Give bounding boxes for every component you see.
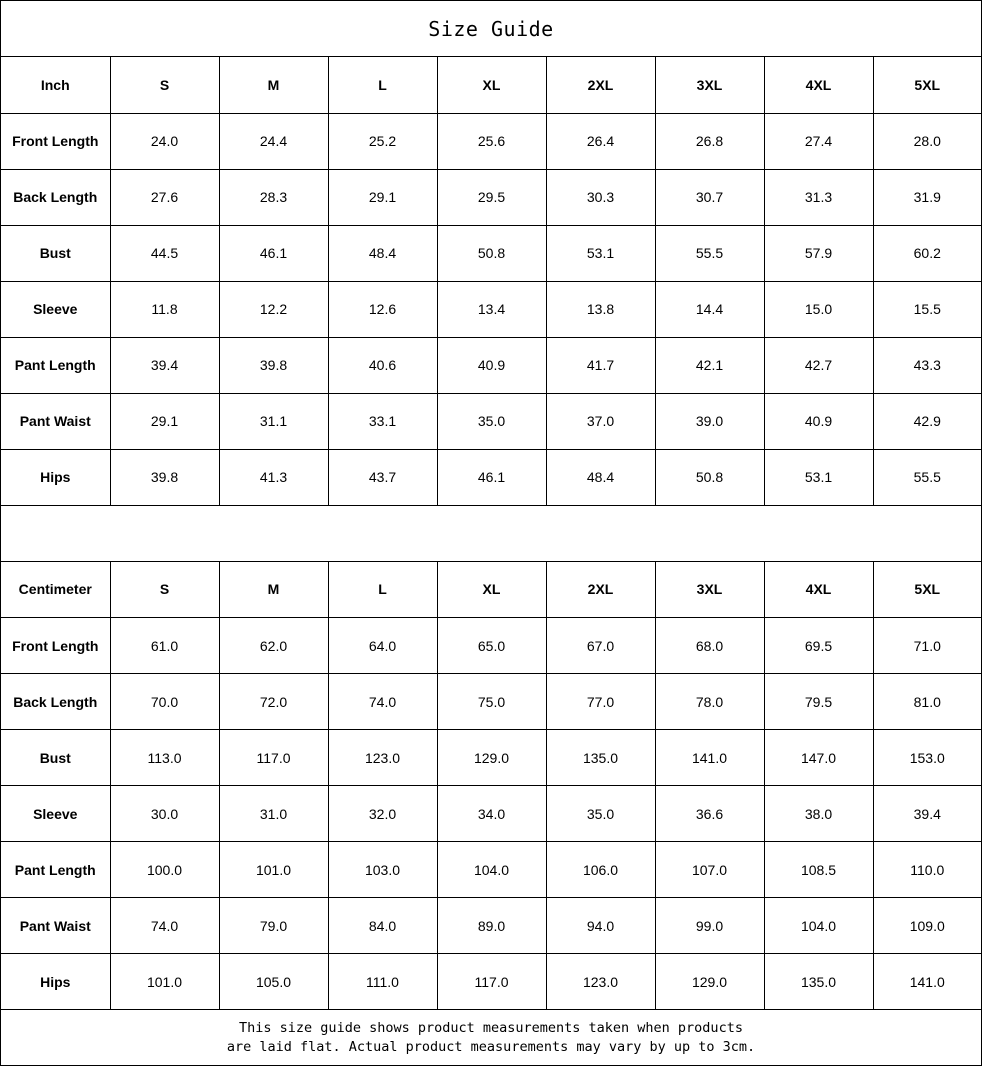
table-row [1, 393, 981, 449]
measurement-value: 111.0 [328, 954, 437, 1010]
measurement-value: 46.1 [437, 449, 546, 505]
measurement-label: Hips [1, 954, 110, 1010]
measurement-value: 41.7 [546, 337, 655, 393]
measurement-value: 12.6 [328, 281, 437, 337]
measurement-value: 50.8 [437, 225, 546, 281]
measurement-value: 28.3 [219, 169, 328, 225]
measurement-value: 27.4 [764, 113, 873, 169]
measurement-value: 69.5 [764, 618, 873, 674]
measurement-value: 46.1 [219, 225, 328, 281]
measurement-value: 117.0 [219, 730, 328, 786]
measurement-value: 99.0 [655, 898, 764, 954]
measurement-value: 70.0 [110, 674, 219, 730]
measurement-value: 57.9 [764, 225, 873, 281]
measurement-value: 101.0 [219, 842, 328, 898]
table-row [1, 618, 981, 674]
measurement-value: 42.1 [655, 337, 764, 393]
measurement-value: 30.3 [546, 169, 655, 225]
measurement-value: 42.7 [764, 337, 873, 393]
measurement-value: 14.4 [655, 281, 764, 337]
measurement-value: 109.0 [873, 898, 981, 954]
size-guide-title: Size Guide [1, 1, 981, 57]
measurement-value: 105.0 [219, 954, 328, 1010]
measurement-value: 75.0 [437, 674, 546, 730]
measurement-value: 39.8 [219, 337, 328, 393]
measurement-value: 113.0 [110, 730, 219, 786]
measurement-value: 13.4 [437, 281, 546, 337]
table-row [1, 225, 981, 281]
measurement-value: 36.6 [655, 786, 764, 842]
measurement-value: 48.4 [328, 225, 437, 281]
measurement-label: Pant Length [1, 337, 110, 393]
table-row [1, 281, 981, 337]
size-header: 3XL [655, 562, 764, 618]
measurement-label: Pant Waist [1, 898, 110, 954]
measurement-label: Bust [1, 225, 110, 281]
measurement-value: 107.0 [655, 842, 764, 898]
size-header: 5XL [873, 57, 981, 113]
measurement-value: 29.1 [110, 393, 219, 449]
measurement-value: 94.0 [546, 898, 655, 954]
table-row [1, 337, 981, 393]
measurement-value: 40.9 [437, 337, 546, 393]
table-row [1, 954, 981, 1010]
measurement-value: 31.3 [764, 169, 873, 225]
measurement-value: 65.0 [437, 618, 546, 674]
measurement-value: 39.0 [655, 393, 764, 449]
table-row [1, 113, 981, 169]
measurement-value: 55.5 [655, 225, 764, 281]
size-header: M [219, 57, 328, 113]
measurement-value: 61.0 [110, 618, 219, 674]
size-header: S [110, 562, 219, 618]
table-row [1, 786, 981, 842]
measurement-value: 31.1 [219, 393, 328, 449]
measurement-value: 30.7 [655, 169, 764, 225]
measurement-value: 147.0 [764, 730, 873, 786]
measurement-value: 141.0 [655, 730, 764, 786]
measurement-value: 12.2 [219, 281, 328, 337]
measurement-value: 50.8 [655, 449, 764, 505]
measurement-value: 77.0 [546, 674, 655, 730]
size-header: 5XL [873, 562, 981, 618]
measurement-value: 123.0 [328, 730, 437, 786]
measurement-value: 42.9 [873, 393, 981, 449]
measurement-value: 110.0 [873, 842, 981, 898]
inch-size-table [1, 57, 981, 506]
measurement-value: 72.0 [219, 674, 328, 730]
measurement-value: 32.0 [328, 786, 437, 842]
measurement-value: 15.5 [873, 281, 981, 337]
measurement-value: 135.0 [764, 954, 873, 1010]
measurement-value: 55.5 [873, 449, 981, 505]
size-header: 2XL [546, 562, 655, 618]
measurement-value: 43.7 [328, 449, 437, 505]
measurement-value: 74.0 [328, 674, 437, 730]
table-spacer [1, 506, 981, 562]
measurement-label: Hips [1, 449, 110, 505]
header-row [1, 562, 981, 618]
measurement-label: Sleeve [1, 786, 110, 842]
header-row [1, 57, 981, 113]
measurement-label: Back Length [1, 169, 110, 225]
measurement-value: 153.0 [873, 730, 981, 786]
size-header: L [328, 562, 437, 618]
measurement-value: 100.0 [110, 842, 219, 898]
measurement-value: 38.0 [764, 786, 873, 842]
measurement-value: 30.0 [110, 786, 219, 842]
measurement-value: 29.1 [328, 169, 437, 225]
measurement-value: 53.1 [764, 449, 873, 505]
unit-label: Inch [1, 57, 110, 113]
footnote-line-1: This size guide shows product measurements taken when products [239, 1020, 743, 1036]
size-header: S [110, 57, 219, 113]
measurement-value: 67.0 [546, 618, 655, 674]
size-header: L [328, 57, 437, 113]
measurement-value: 62.0 [219, 618, 328, 674]
measurement-value: 81.0 [873, 674, 981, 730]
measurement-value: 35.0 [437, 393, 546, 449]
measurement-value: 24.0 [110, 113, 219, 169]
measurement-value: 29.5 [437, 169, 546, 225]
size-header: M [219, 562, 328, 618]
measurement-value: 40.9 [764, 393, 873, 449]
size-header: 3XL [655, 57, 764, 113]
measurement-value: 79.0 [219, 898, 328, 954]
measurement-value: 60.2 [873, 225, 981, 281]
measurement-value: 79.5 [764, 674, 873, 730]
measurement-value: 37.0 [546, 393, 655, 449]
measurement-value: 44.5 [110, 225, 219, 281]
table-row [1, 898, 981, 954]
measurement-value: 13.8 [546, 281, 655, 337]
measurement-value: 129.0 [655, 954, 764, 1010]
size-header: 2XL [546, 57, 655, 113]
measurement-label: Front Length [1, 113, 110, 169]
table-row [1, 449, 981, 505]
measurement-value: 84.0 [328, 898, 437, 954]
measurement-value: 31.9 [873, 169, 981, 225]
measurement-value: 24.4 [219, 113, 328, 169]
measurement-label: Pant Waist [1, 393, 110, 449]
measurement-value: 33.1 [328, 393, 437, 449]
measurement-value: 41.3 [219, 449, 328, 505]
measurement-value: 43.3 [873, 337, 981, 393]
measurement-label: Back Length [1, 674, 110, 730]
measurement-value: 15.0 [764, 281, 873, 337]
measurement-value: 78.0 [655, 674, 764, 730]
measurement-value: 53.1 [546, 225, 655, 281]
measurement-value: 64.0 [328, 618, 437, 674]
measurement-value: 104.0 [437, 842, 546, 898]
measurement-value: 103.0 [328, 842, 437, 898]
measurement-value: 34.0 [437, 786, 546, 842]
measurement-value: 106.0 [546, 842, 655, 898]
measurement-value: 135.0 [546, 730, 655, 786]
measurement-label: Sleeve [1, 281, 110, 337]
measurement-value: 27.6 [110, 169, 219, 225]
measurement-value: 11.8 [110, 281, 219, 337]
measurement-label: Bust [1, 730, 110, 786]
measurement-label: Front Length [1, 618, 110, 674]
measurement-value: 28.0 [873, 113, 981, 169]
measurement-value: 117.0 [437, 954, 546, 1010]
measurement-value: 25.2 [328, 113, 437, 169]
measurement-value: 89.0 [437, 898, 546, 954]
size-header: 4XL [764, 57, 873, 113]
measurement-value: 141.0 [873, 954, 981, 1010]
measurement-value: 101.0 [110, 954, 219, 1010]
measurement-value: 104.0 [764, 898, 873, 954]
measurement-value: 129.0 [437, 730, 546, 786]
measurement-value: 123.0 [546, 954, 655, 1010]
size-header: XL [437, 57, 546, 113]
centimeter-size-table [1, 562, 981, 1011]
table-row [1, 674, 981, 730]
table-row [1, 730, 981, 786]
measurement-value: 35.0 [546, 786, 655, 842]
measurement-label: Pant Length [1, 842, 110, 898]
measurement-value: 68.0 [655, 618, 764, 674]
measurement-value: 74.0 [110, 898, 219, 954]
measurement-value: 26.8 [655, 113, 764, 169]
measurement-value: 26.4 [546, 113, 655, 169]
measurement-value: 40.6 [328, 337, 437, 393]
footnote-line-2: are laid flat. Actual product measurements may vary by up to 3cm. [226, 1039, 756, 1055]
measurement-value: 31.0 [219, 786, 328, 842]
size-header: 4XL [764, 562, 873, 618]
measurement-value: 25.6 [437, 113, 546, 169]
measurement-value: 39.8 [110, 449, 219, 505]
measurement-value: 108.5 [764, 842, 873, 898]
measurement-value: 71.0 [873, 618, 981, 674]
table-row [1, 169, 981, 225]
size-header: XL [437, 562, 546, 618]
table-row [1, 842, 981, 898]
measurement-footnote [1, 1010, 981, 1066]
measurement-value: 48.4 [546, 449, 655, 505]
measurement-value: 39.4 [110, 337, 219, 393]
unit-label: Centimeter [1, 562, 110, 618]
measurement-value: 39.4 [873, 786, 981, 842]
